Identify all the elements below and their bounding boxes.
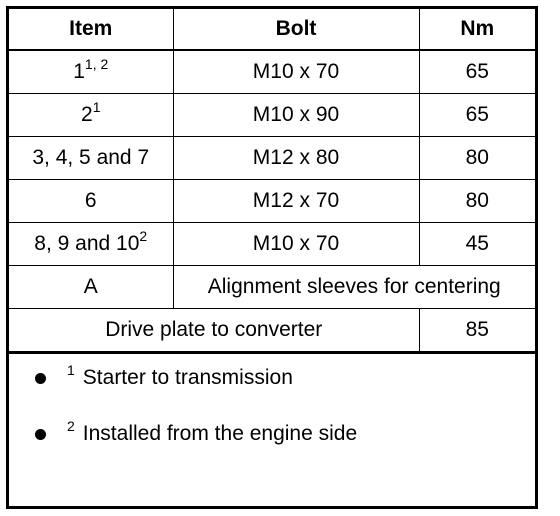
item-cell: A [9, 266, 173, 309]
bolt-cell: M12 x 80 [173, 137, 419, 180]
header-nm: Nm [419, 9, 535, 50]
bolt-cell: M10 x 70 [173, 223, 419, 266]
item-cell: 3, 4, 5 and 7 [9, 137, 173, 180]
header-bolt: Bolt [173, 9, 419, 50]
bolt-cell: M12 x 70 [173, 180, 419, 223]
footnotes [9, 352, 535, 476]
nm-cell: 80 [419, 180, 535, 223]
footnote-text: Starter to transmission [82, 366, 293, 389]
footnote-item [9, 364, 535, 420]
bolt-cell: M10 x 70 [173, 50, 419, 94]
footnote-marker: 2 [67, 418, 75, 434]
nm-cell: 65 [419, 50, 535, 94]
footnote-marker: 1 [67, 362, 75, 378]
table-row [9, 223, 535, 266]
table-row [9, 94, 535, 137]
bullet-icon [35, 373, 46, 384]
footnote-marker: 1 [92, 99, 101, 115]
footnote-item [9, 420, 535, 476]
nm-cell: 45 [419, 223, 535, 266]
item-cell: 6 [9, 180, 173, 223]
footnote-text: Installed from the engine side [82, 422, 358, 445]
table-row [9, 180, 535, 223]
drive-plate-description: Drive plate to converter [9, 309, 419, 352]
drive-plate-row [9, 309, 535, 352]
nm-cell: 65 [419, 94, 535, 137]
alignment-description: Alignment sleeves for centering [173, 266, 535, 309]
item-cell: $2^1$ [9, 94, 173, 137]
footnote-marker: 2 [139, 228, 148, 244]
item-cell: 8, 9 and $10^2$ [9, 223, 173, 266]
bullet-icon [35, 429, 46, 440]
alignment-row [9, 266, 535, 309]
header-item: Item [9, 9, 173, 50]
item-cell: 1$^{1, 2}$ [9, 50, 173, 94]
nm-cell: 80 [419, 137, 535, 180]
spec-table [9, 9, 535, 352]
header-row [9, 9, 535, 50]
table-row [9, 50, 535, 94]
bolt-cell: M10 x 90 [173, 94, 419, 137]
footnote-marker: 1, 2 [84, 56, 109, 72]
nm-cell: 85 [419, 309, 535, 352]
table-row [9, 137, 535, 180]
torque-spec-table [6, 6, 538, 509]
